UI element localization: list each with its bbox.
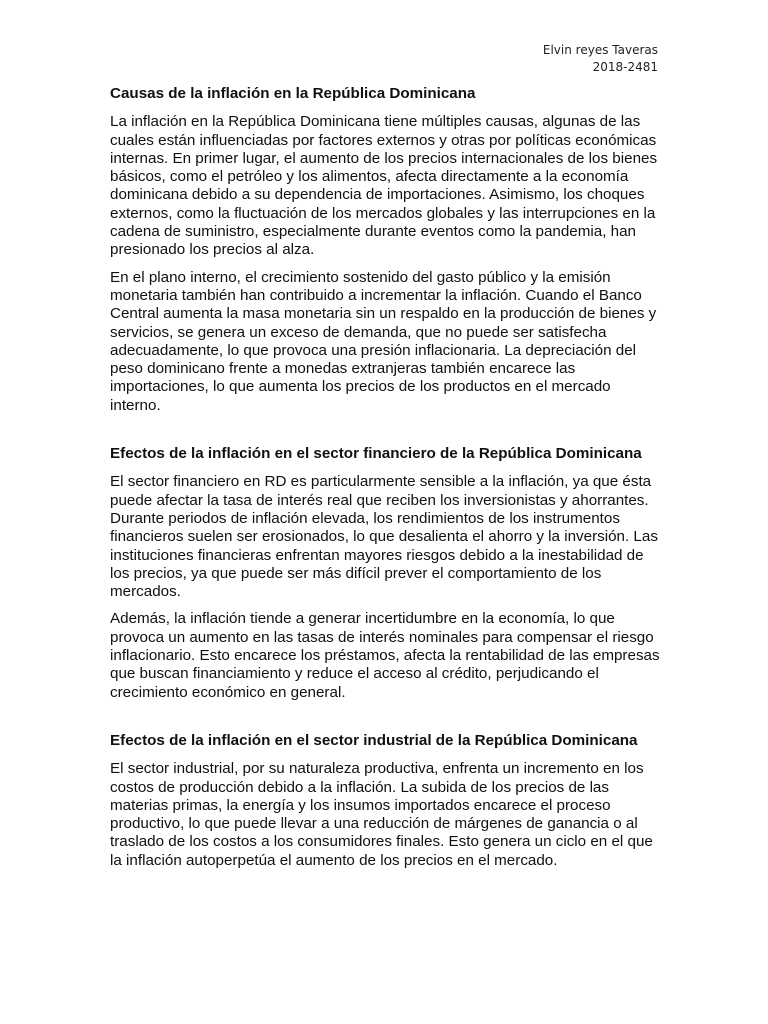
author-block [543,42,658,76]
paragraph: El sector industrial, por su naturaleza productiva, enfrenta un incremento en los costos de producción debido a la inflación. La subida de los precios de las materias primas, la energía y los insumos importados encarece el proceso productivo, lo que puede llevar a una reducción de márgenes de ganancia o al traslado de los costos a los consumidores finales. Esto genera un ciclo en el que la inflación autoperpetúa el aumento de los precios en el mercado. [110,760,653,869]
section-heading: Efectos de la inflación en el sector financiero de la República Dominicana [110,445,642,463]
section-heading: Efectos de la inflación en el sector industrial de la República Dominicana [110,731,638,749]
section-causes [110,85,662,415]
author-id: 2018-2481 [592,60,658,74]
paragraph: El sector financiero en RD es particularmente sensible a la inflación, ya que ésta puede afectar la tasa de interés real que reciben los inversionistas y ahorrantes. Durante periodos de inflación elevada, los rendimientos de los instrumentos financieros suelen ser erosionados, lo que desalienta el ahorro y la inversión. Las instituciones financieras enfrentan mayores riesgos debido a la inestabilidad de los precios, ya que puede ser más difícil prever el comportamiento de los mercados. [110,473,658,601]
section-heading: Causas de la inflación en la República Dominicana [110,85,476,102]
section-financial-effects [110,445,662,702]
document-body [110,85,662,900]
section-industrial-effects [110,732,662,870]
paragraph: En el plano interno, el crecimiento sostenido del gasto público y la emisión monetaria también han contribuido a incrementar la inflación. Cuando el Banco Central aumenta la masa monetaria sin un respaldo en la producción de bienes y servicios, se genera un exceso de demanda, que no puede ser satisfecha adecuadamente, lo que provoca una presión inflacionaria. La depreciación del peso dominicano frente a monedas extranjeras también encarece las importaciones, lo que aumenta los precios de los productos en el mercado interno. [110,268,657,414]
paragraph: Además, la inflación tiende a generar incertidumbre en la economía, lo que provoca un aumento en las tasas de interés nominales para compensar el riesgo inflacionario. Esto encarece los préstamos, afecta la rentabilidad de las empresas que buscan financiamiento y reduce el acceso al crédito, perjudicando el crecimiento económico en general. [110,610,660,701]
paragraph: La inflación en la República Dominicana tiene múltiples causas, algunas de las cuales están influenciadas por factores externos y otras por políticas económicas internas. En primer lugar, el aumento de los precios internacionales de los bienes básicos, como el petróleo y los alimentos, afecta directamente a la economía dominicana debido a su dependencia de importaciones. Asimismo, los choques externos, como la fluctuación de los mercados globales y las interrupciones en la cadena de suministro, especialmente durante eventos como la pandemia, han presionado los precios al alza. [110,113,658,259]
author-name: Elvin reyes Taveras [542,43,658,57]
